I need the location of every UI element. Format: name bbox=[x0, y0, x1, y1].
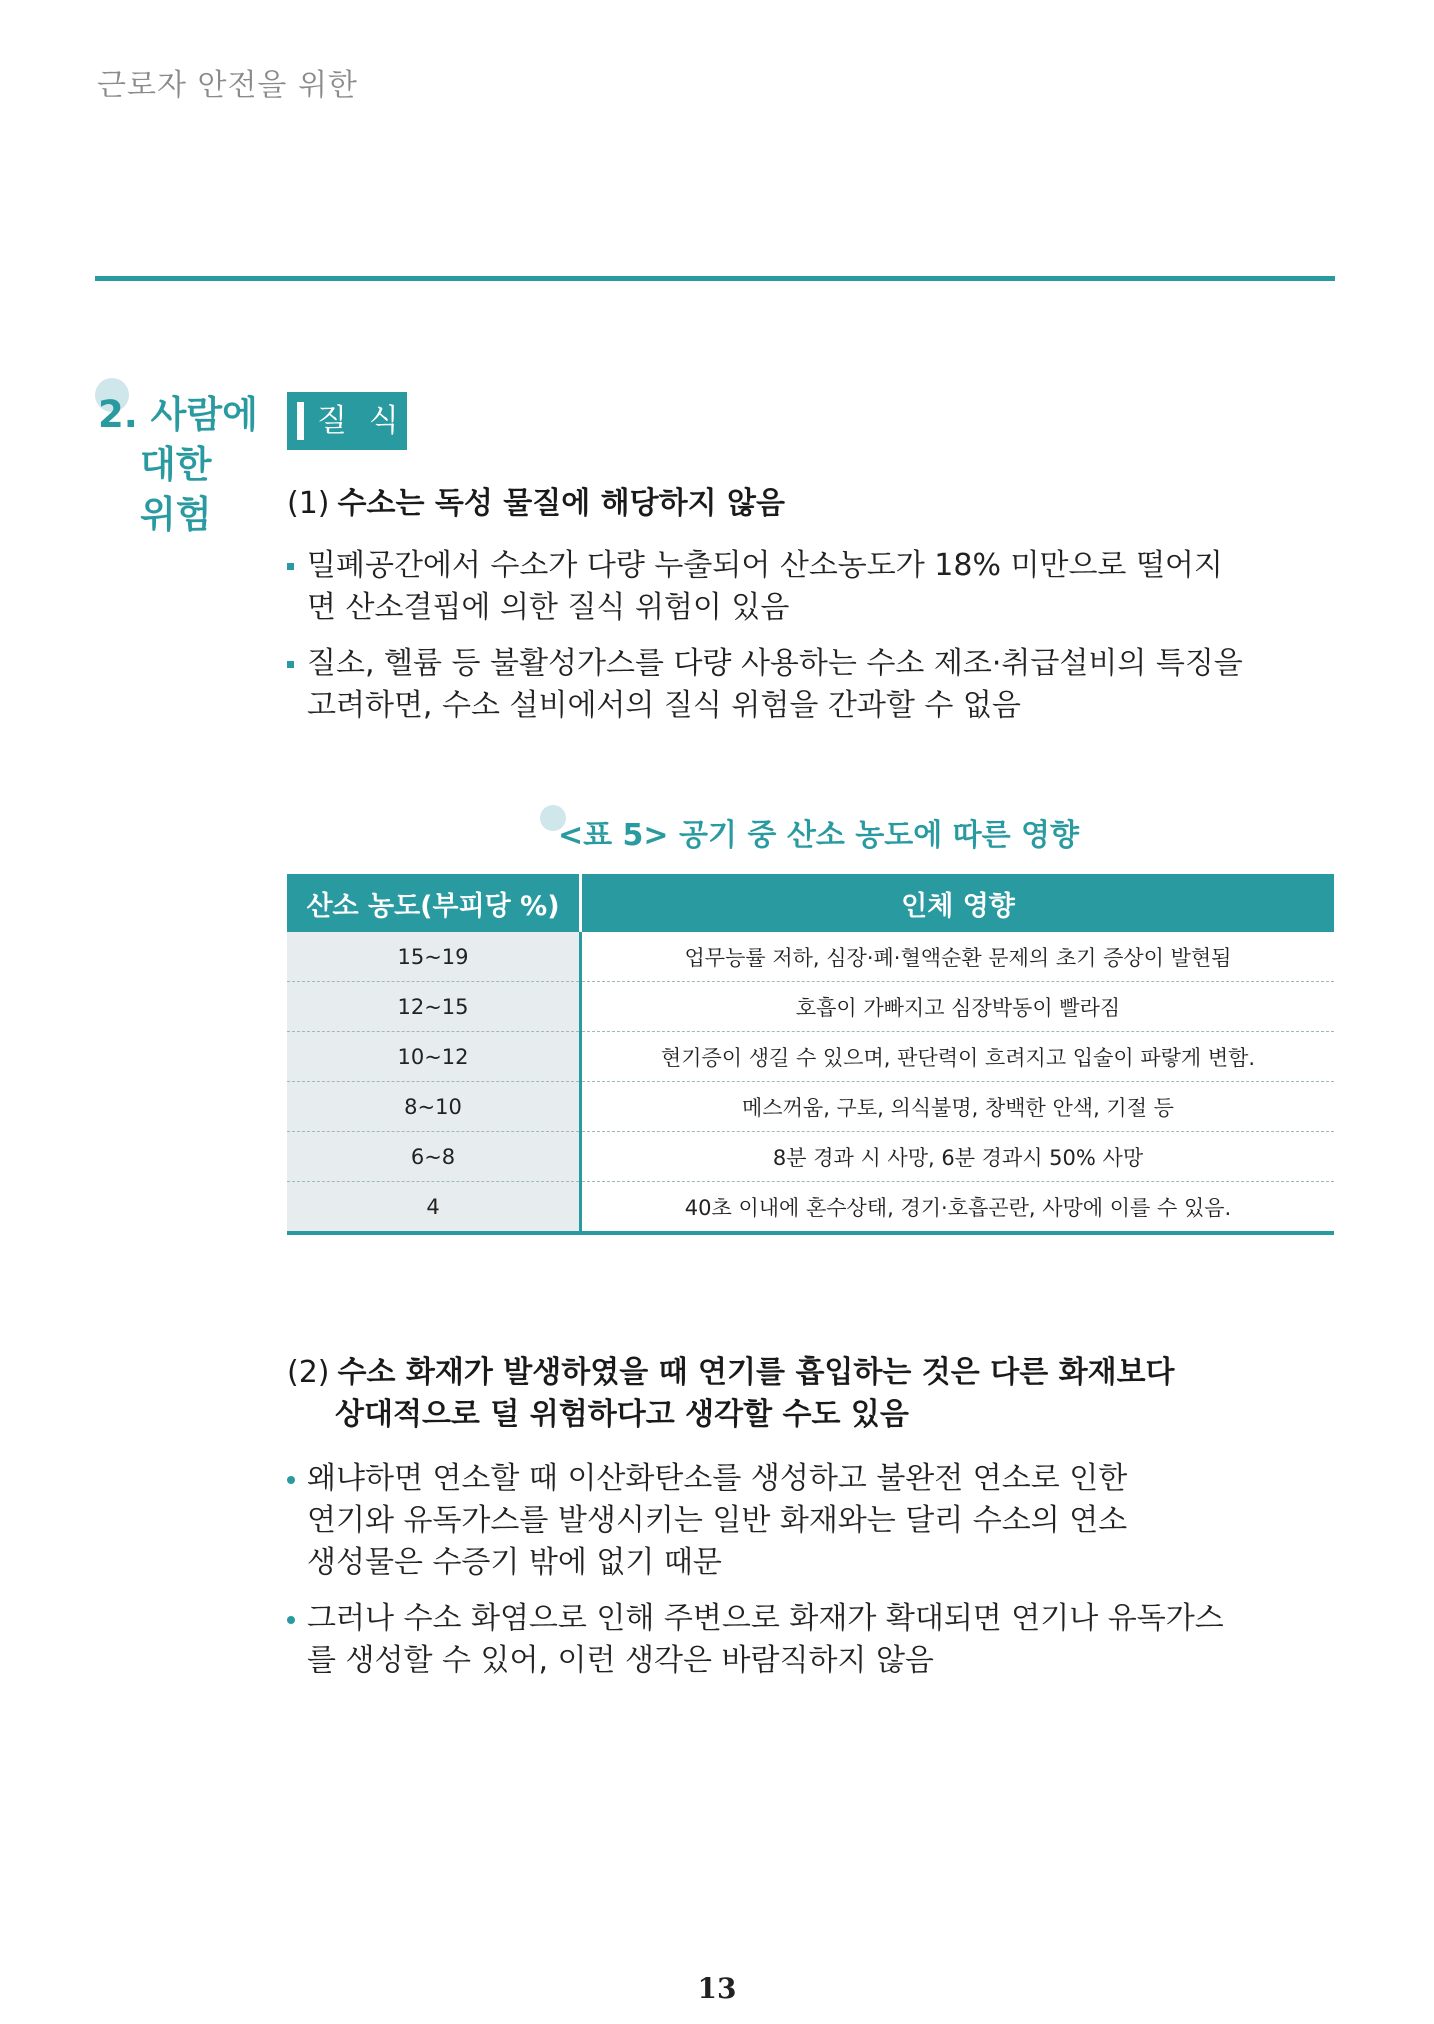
table-cell: 40초 이내에 혼수상태, 경기·호흡곤란, 사망에 이를 수 있음. bbox=[581, 1182, 1335, 1234]
table-cell: 현기증이 생길 수 있으며, 판단력이 흐려지고 입술이 파랗게 변함. bbox=[581, 1032, 1335, 1082]
table-cell: 4 bbox=[287, 1182, 581, 1234]
item-1-number: (1) bbox=[287, 486, 330, 521]
section-title-line: 2. 사람에 bbox=[98, 393, 258, 436]
item-2-heading-text-continued: 상대적으로 덜 위험하다고 생각할 수도 있음 bbox=[335, 1397, 909, 1432]
column-header: 산소 농도(부피당 %) bbox=[287, 874, 581, 932]
list-item: 왜냐하면 연소할 때 이산화탄소를 생성하고 불완전 연소로 인한 연기와 유독가스를 발생시키는 일반 화재와는 달리 수소의 연소 생성물은 수증기 밖에 없기 때문 bbox=[287, 1458, 1137, 1584]
item-2-bullet-list bbox=[287, 1458, 1247, 1696]
table-cell: 10~12 bbox=[287, 1032, 581, 1082]
table-title: <표 5> 공기 중 산소 농도에 따른 영향 bbox=[558, 818, 1079, 853]
item-1-heading-text: 수소는 독성 물질에 해당하지 않음 bbox=[337, 486, 785, 521]
list-item: 질소, 헬륨 등 불활성가스를 다량 사용하는 수소 제조·취급설비의 특징을 고려하면, 수소 설비에서의 질식 위험을 간과할 수 없음 bbox=[287, 643, 1247, 727]
table-row bbox=[287, 1082, 1334, 1132]
table-cell: 6~8 bbox=[287, 1132, 581, 1182]
section-title bbox=[98, 390, 268, 540]
column-header: 인체 영향 bbox=[581, 874, 1335, 932]
item-2-heading-text: 수소 화재가 발생하였을 때 연기를 흡입하는 것은 다른 화재보다 bbox=[337, 1355, 1175, 1390]
table-row bbox=[287, 1032, 1334, 1082]
section-title-line: 위험 bbox=[140, 493, 212, 536]
table-cell: 15~19 bbox=[287, 932, 581, 982]
table-row bbox=[287, 982, 1334, 1032]
table-cell: 12~15 bbox=[287, 982, 581, 1032]
table-cell: 호흡이 가빠지고 심장박동이 빨라짐 bbox=[581, 982, 1335, 1032]
list-item: 밀폐공간에서 수소가 다량 누출되어 산소농도가 18% 미만으로 떨어지면 산소결핍에 의한 질식 위험이 있음 bbox=[287, 545, 1247, 629]
table-cell: 8분 경과 시 사망, 6분 경과시 50% 사망 bbox=[581, 1132, 1335, 1182]
topic-tag bbox=[287, 392, 407, 450]
header-divider bbox=[95, 276, 1335, 281]
table-row bbox=[287, 1182, 1334, 1234]
running-header: 근로자 안전을 위한 bbox=[97, 68, 358, 103]
table-row bbox=[287, 1132, 1334, 1182]
page-number: 13 bbox=[697, 1972, 737, 2005]
oxygen-effects-table bbox=[287, 874, 1334, 1235]
table-cell: 메스꺼움, 구토, 의식불명, 창백한 안색, 기절 등 bbox=[581, 1082, 1335, 1132]
section-title-line: 대한 bbox=[140, 443, 212, 486]
table-row bbox=[287, 932, 1334, 982]
item-2-number: (2) bbox=[287, 1355, 330, 1390]
table-cell: 8~10 bbox=[287, 1082, 581, 1132]
item-1-bullet-list bbox=[287, 545, 1247, 741]
topic-tag-label: 질 식 bbox=[317, 403, 405, 439]
table-header-row bbox=[287, 874, 1334, 932]
list-item: 그러나 수소 화염으로 인해 주변으로 화재가 확대되면 연기나 유독가스를 생성할 수 있어, 이런 생각은 바람직하지 않음 bbox=[287, 1598, 1247, 1682]
item-1-heading bbox=[287, 483, 785, 525]
table-cell: 업무능률 저하, 심장·폐·혈액순환 문제의 초기 증상이 발현됨 bbox=[581, 932, 1335, 982]
item-2-heading bbox=[287, 1352, 1175, 1436]
